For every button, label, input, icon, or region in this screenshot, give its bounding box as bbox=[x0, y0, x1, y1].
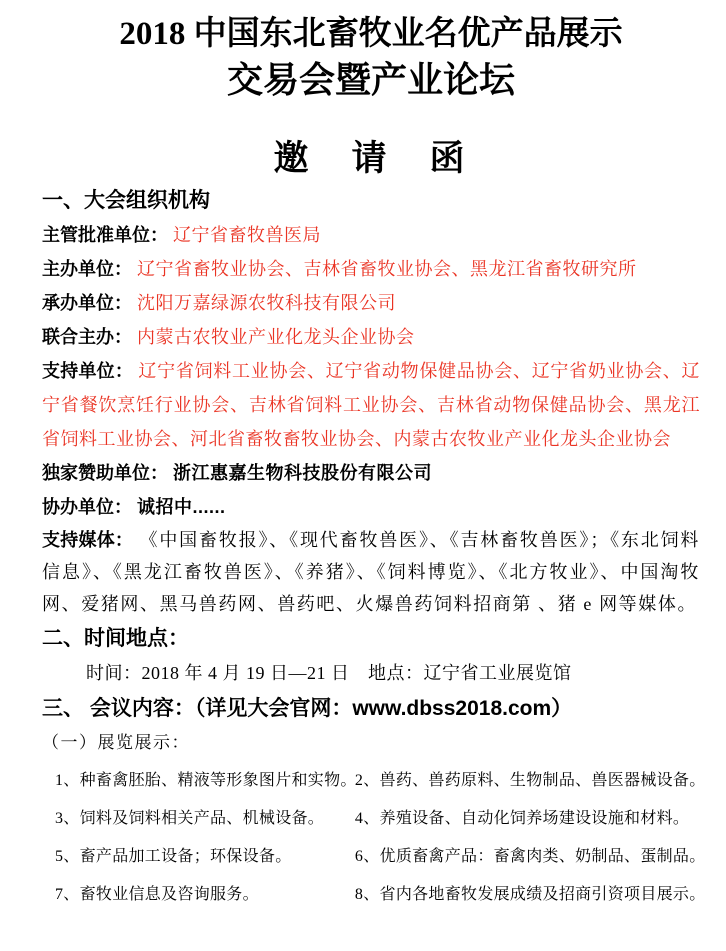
event-title-line1: 2018 中国东北畜牧业名优产品展示 bbox=[119, 16, 623, 52]
org-entry-label: 主管批准单位： bbox=[42, 225, 168, 245]
org-entry-label: 支持媒体： bbox=[42, 530, 134, 550]
org-entry-value: 沈阳万嘉绿源农牧科技有限公司 bbox=[137, 293, 396, 313]
org-entry-value: 辽宁省畜牧业协会、吉林省畜牧业协会、黑龙江省畜牧研究所 bbox=[137, 259, 637, 279]
exhibition-item-4: 4、养殖设备、自动化饲养场建设设施和材料。 bbox=[354, 810, 690, 827]
org-entry-value: 浙江惠嘉生物科技股份有限公司 bbox=[173, 463, 432, 483]
org-entry-sponsor bbox=[42, 456, 700, 490]
section-heading-organization: 一、大会组织机构 bbox=[42, 189, 210, 212]
agenda-heading-close: ） bbox=[551, 697, 573, 720]
org-entry-value: 内蒙古农牧业产业化龙头企业协会 bbox=[137, 327, 415, 347]
org-entry-value: 辽宁省饲料工业协会、辽宁省动物保健品协会、辽宁省奶业协会、辽宁省餐饮烹饪行业协会、吉林省饲料工业协会、吉林省动物保健品协会、黑龙江省饲料工业协会、河北省畜牧畜牧业协会、内蒙古农牧业产业化龙头企业协会 bbox=[42, 361, 701, 449]
org-entry-label: 联合主办： bbox=[42, 327, 132, 347]
org-entry-label: 独家赞助单位： bbox=[42, 463, 168, 483]
event-title-line2: 交易会暨产业论坛 bbox=[226, 60, 515, 100]
exhibition-item-6: 6、优质畜禽产品：畜禽肉类、奶制品、蛋制品。 bbox=[354, 848, 706, 865]
org-entry-organizer bbox=[42, 286, 700, 320]
org-entry-label: 主办单位： bbox=[42, 259, 132, 279]
subsection-exhibition: （一）展览展示： bbox=[42, 733, 190, 752]
org-entry-label: 协办单位： bbox=[42, 497, 132, 517]
section-heading-agenda bbox=[42, 694, 700, 724]
org-entry-label: 支持单位： bbox=[42, 361, 134, 381]
org-entry-supporters bbox=[42, 354, 700, 456]
org-entry-supervisor bbox=[42, 218, 700, 252]
agenda-website: www.dbss2018.com bbox=[352, 697, 552, 720]
org-entry-value: 辽宁省畜牧兽医局 bbox=[173, 225, 321, 245]
invitation-heading: 邀 请 函 bbox=[273, 139, 469, 178]
exhibition-items bbox=[42, 762, 706, 914]
org-entry-media bbox=[42, 524, 700, 620]
exhibition-item-1: 1、种畜禽胚胎、精液等形象图片和实物。 bbox=[55, 772, 357, 789]
section-heading-time-location: 二、时间地点： bbox=[42, 627, 189, 650]
exhibition-item-7: 7、畜牧业信息及咨询服务。 bbox=[55, 886, 259, 903]
exhibition-item-3: 3、饲料及饲料相关产品、机械设备。 bbox=[55, 810, 325, 827]
org-entry-coorganizer bbox=[42, 490, 700, 524]
time-location-detail: 时间：2018 年 4 月 19 日—21 日 地点：辽宁省工业展览馆 bbox=[86, 663, 572, 683]
org-entry-value: 诚招中...... bbox=[137, 497, 226, 517]
agenda-heading-text: 三、 会议内容：（详见大会官网： bbox=[42, 697, 353, 720]
exhibition-item-8: 8、省内各地畜牧发展成绩及招商引资项目展示。 bbox=[354, 886, 706, 903]
org-entry-label: 承办单位： bbox=[42, 293, 132, 313]
exhibition-item-5: 5、畜产品加工设备；环保设备。 bbox=[55, 848, 292, 865]
org-entry-host bbox=[42, 252, 700, 286]
org-entry-cohost bbox=[42, 320, 700, 354]
exhibition-item-2: 2、兽药、兽药原料、生物制品、兽医器械设备。 bbox=[354, 772, 706, 789]
org-entry-value: 《中国畜牧报》、《现代畜牧兽医》、《吉林畜牧兽医》；《东北饲料信息》、《黑龙江畜牧兽医》、《养猪》、《饲料博览》、《北方牧业》、中国淘牧网、爱猪网、黑马兽药网、兽药吧、火爆兽药饲料招商第 、猪 e 网等媒体。 bbox=[42, 530, 700, 614]
event-title bbox=[42, 12, 700, 104]
